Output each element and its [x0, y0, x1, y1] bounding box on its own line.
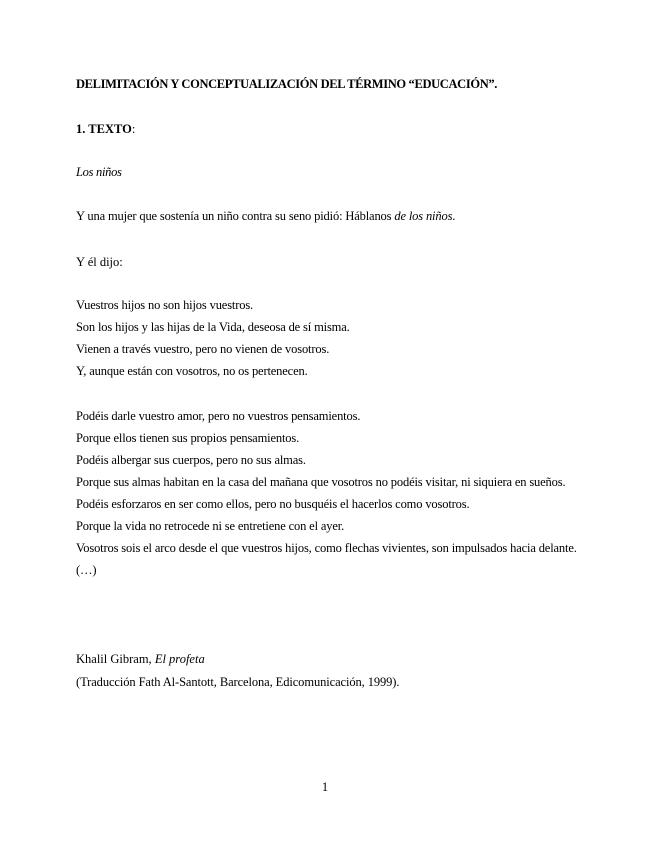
section-heading-label: 1. TEXTO	[76, 122, 132, 136]
intro-paragraph	[76, 208, 455, 224]
poem-line: Y, aunque están con vosotros, no os pertenecen.	[76, 364, 308, 378]
poem-line: Podéis esforzaros en ser como ellos, pero no busquéis el hacerlos como vosotros.	[76, 497, 470, 511]
section-heading	[76, 121, 135, 137]
author-work: El profeta	[154, 652, 205, 666]
poem-stanza-2	[76, 405, 579, 581]
section-heading-colon: :	[131, 122, 136, 136]
poem-line: Porque ellos tienen sus propios pensamientos.	[76, 431, 300, 445]
document-title: DELIMITACIÓN Y CONCEPTUALIZACIÓN DEL TÉRMINO “EDUCACIÓN”.	[76, 77, 498, 91]
page-number: 1	[321, 780, 329, 794]
poem-line: Podéis darle vuestro amor, pero no vuestros pensamientos.	[76, 409, 361, 423]
intro-italic-text: de los niños	[394, 209, 453, 223]
said-line: Y él dijo:	[76, 255, 123, 269]
poem-line: Vosotros sois el arco desde el que vuestros hijos, como flechas vivientes, son impulsados hacia delante.	[76, 541, 577, 555]
poem-line: Vienen a través vuestro, pero no vienen de vosotros.	[76, 342, 330, 356]
poem-line: Vuestros hijos no son hijos vuestros.	[76, 298, 254, 312]
poem-line: Son los hijos y las hijas de la Vida, deseosa de sí misma.	[76, 320, 350, 334]
poem-ellipsis: (…)	[76, 563, 97, 577]
poem-stanza-1	[76, 294, 579, 382]
author-name: Khalil Gibram,	[76, 652, 155, 666]
author-citation	[76, 651, 205, 667]
poem-line: Podéis albergar sus cuerpos, pero no sus almas.	[76, 453, 306, 467]
intro-end: .	[452, 209, 456, 223]
poem-title: Los niños	[76, 165, 122, 179]
translation-note: (Traducción Fath Al-Santott, Barcelona, Edicomunicación, 1999).	[76, 675, 400, 689]
poem-line: Porque sus almas habitan en la casa del mañana que vosotros no podéis visitar, ni siquiera en sueños.	[76, 475, 566, 489]
intro-text: Y una mujer que sostenía un niño contra su seno pidió: Háblanos	[76, 209, 395, 223]
poem-line: Porque la vida no retrocede ni se entretiene con el ayer.	[76, 519, 345, 533]
